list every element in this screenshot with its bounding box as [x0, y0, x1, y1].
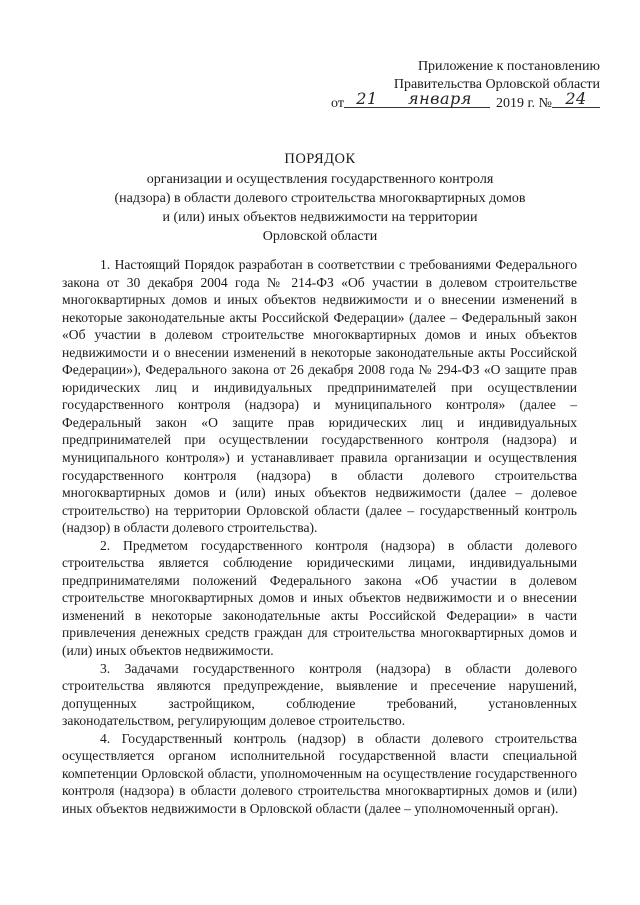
paragraph-3: 3. Задачами государственного контроля (надзора) в области долевого строительства являются предупреждение, выявление и пресечение нарушений, допущенных застройщиком, соблюдение требований, установленных законодательством, регулирующим долевое строительство.: [62, 660, 577, 729]
appendix-line-1: Приложение к постановлению: [417, 59, 600, 74]
handwritten-day: 21: [344, 91, 390, 108]
handwritten-doc-number: 24: [552, 91, 600, 108]
paragraph-2: 2. Предметом государственного контроля (надзора) в области долевого строительства является соблюдение юридическими лицами, индивидуальными предпринимателями положений Федерального закона «Об участии в долевом строительстве многоквартирных домов и иных объектов недвижимости и о внесении изменений в некоторые законодательные акты Российской Федерации» в части привлечения денежных средств граждан для строительства многоквартирных домов и (или) иных объектов недвижимости.: [62, 537, 577, 659]
document-title: [60, 150, 580, 246]
title-line-4: Орловской области: [262, 229, 378, 244]
handwritten-month: января: [390, 91, 490, 108]
title-line-1: организации и осуществления государственного контроля: [146, 172, 494, 187]
paragraph-4: 4. Государственный контроль (надзор) в области долевого строительства осуществляется органом исполнительной государственной власти специальной компетенции Орловской области, уполномоченным на осуществление государственного контроля (надзора) в области долевого строительства многоквартирных домов и (или) иных объектов недвижимости в Орловской области (далее – уполномоченный орган).: [62, 730, 577, 816]
title-heading: ПОРЯДОК: [284, 151, 356, 167]
appendix-date-line: [330, 89, 600, 113]
appendix-line-2: Правительства Орловской области: [393, 77, 600, 92]
document-body: [62, 256, 577, 818]
title-line-2: (надзора) в области долевого строительства многоквартирных домов: [114, 191, 526, 206]
appendix-header: [330, 58, 600, 113]
date-year: 2019 г. №: [495, 96, 552, 111]
title-line-3: и (или) иных объектов недвижимости на территории: [162, 210, 478, 225]
date-prefix: от: [331, 96, 344, 111]
paragraph-1: 1. Настоящий Порядок разработан в соответствии с требованиями Федерального закона от 30 декабря 2004 года № 214-ФЗ «Об участии в долевом строительстве многоквартирных домов и иных объектов недвижимости и о внесении изменений в некоторые законодательные акты Российской Федерации» (далее – Федеральный закон «Об участии в долевом строительстве многоквартирных домов и иных объектов недвижимости и о внесении изменений в некоторые законодательные акты Российской Федерации»), Федерального закона от 26 декабря 2008 года № 294-ФЗ «О защите прав юридических лиц и индивидуальных предпринимателей при осуществлении государственного контроля (надзора) и муниципального контроля» (далее – Федеральный закон «О защите прав юридических лиц и индивидуальных предпринимателей при осуществлении государственного контроля (надзора) и муниципального контроля») и устанавливает правила организации и осуществления государственного контроля (надзора) в области долевого строительства многоквартирных домов и (или) иных объектов недвижимости (далее – долевое строительство) на территории Орловской области (далее – государственный контроль (надзор) в области долевого строительства).: [62, 257, 577, 536]
